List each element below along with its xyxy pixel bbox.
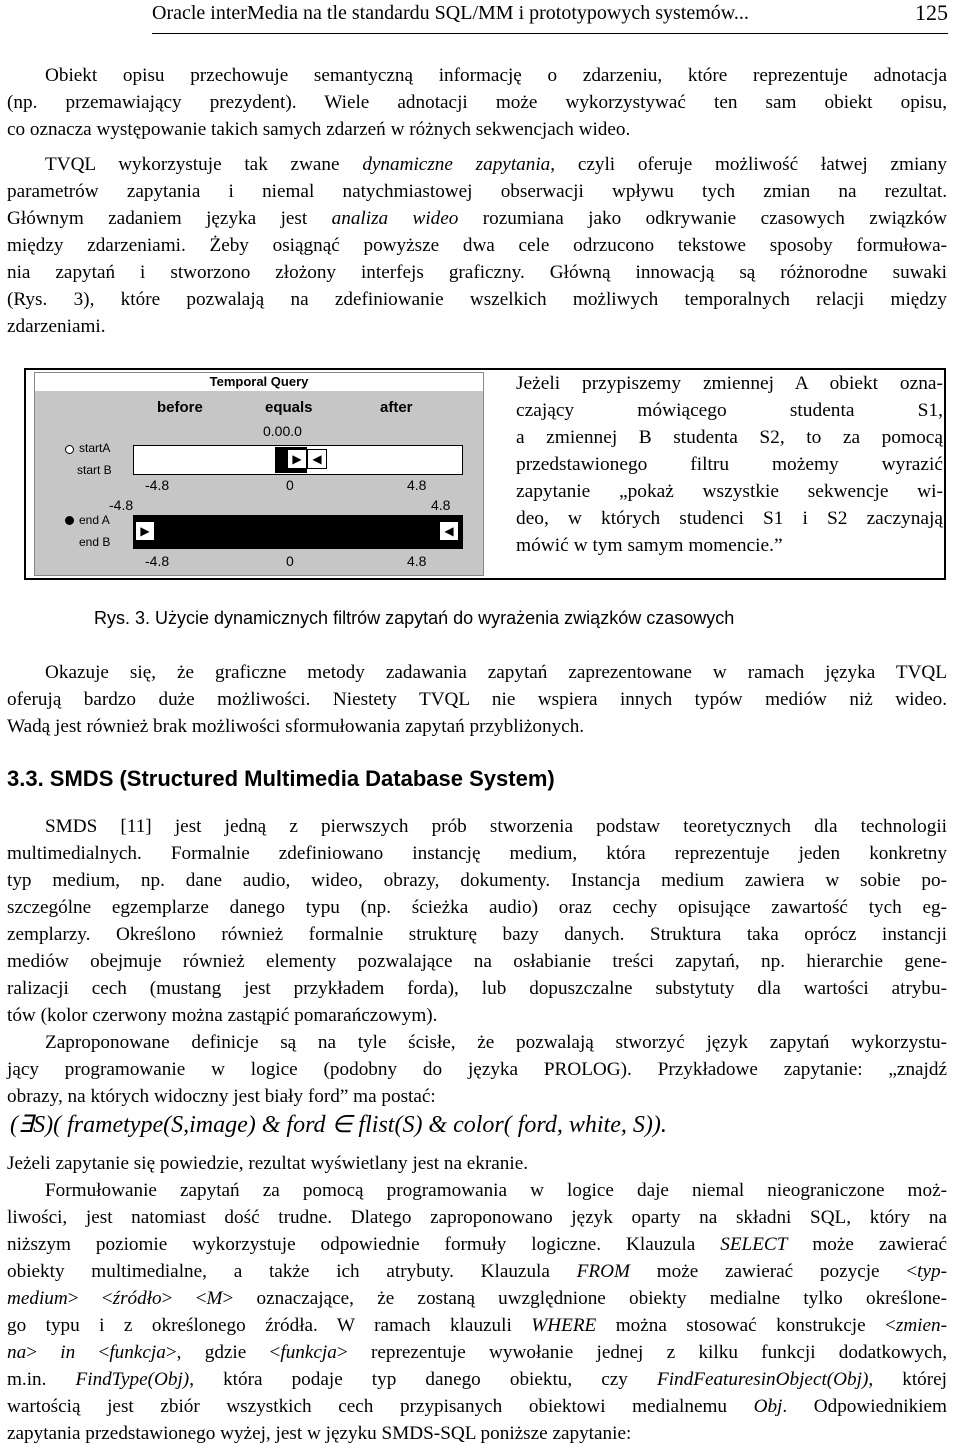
tick-label: 0 [286, 553, 294, 569]
paragraph-6 [7, 1177, 947, 1447]
temporal-query-title: Temporal Query [35, 373, 483, 391]
emphasis: zmien- [895, 1315, 948, 1336]
text-line: Formułowanie zapytań za pomocą programowania w logice daje niemal nieograniczone moż- [45, 1180, 947, 1201]
emphasis: funkcja [109, 1342, 166, 1363]
emphasis: FROM [576, 1261, 630, 1282]
emphasis: WHERE [531, 1315, 597, 1336]
emphasis: typ- [917, 1261, 947, 1282]
paragraph-5-end [7, 1150, 947, 1177]
text-line: obiekty multimedialne, a także ich atrybuty. Klauzula FROM może zawierać pozycje <typ- [7, 1261, 947, 1282]
emphasis: M [206, 1288, 223, 1309]
text-line: (Rys. 3), które pozwalają na zdefiniowanie wszelkich możliwych temporalnych relacji między [7, 289, 947, 310]
text-line: zemplarzy. Określono również formalnie strukturę bazy danych. Struktura taka oprócz instancji [7, 924, 947, 945]
end-slider-track[interactable] [133, 515, 463, 549]
text-line: Zaproponowane definicje są na tyle ścisłe, że pozwalają stworzyć język zapytań wykorzystu- [45, 1032, 947, 1053]
paragraph-5 [7, 1029, 947, 1110]
tick-label: -4.8 [145, 477, 170, 493]
text-line: niższym poziomie wykorzystuje odpowiednie formuły logiczne. Klauzula SELECT może zawierać [7, 1234, 947, 1255]
text-line: (np. przemawiający prezydent). Wiele adnotacji może wykorzystywać ten sam obiekt opisu, [7, 92, 947, 113]
text-line: Jeżeli zapytanie się powiedzie, rezultat wyświetlany jest na ekranie. [7, 1153, 529, 1174]
text-line: wartością jest zbiór wszystkich cech przypisanych obiektowi medialnemu Obj. Odpowiednikiem [7, 1396, 947, 1417]
text-line: zdarzeniami. [7, 316, 106, 337]
emphasis: analiza wideo [331, 208, 459, 229]
text-line: zapytanie „pokaż wszystkie sekwencje wi- [516, 481, 943, 502]
tick-label: 4.8 [407, 553, 427, 569]
text-line: medium> <źródło> <M> oznaczające, że zostaną uwzględnione obiekty medialne tylko określone- [7, 1288, 947, 1309]
emphasis: dynamiczne zapytania [362, 154, 551, 175]
value-readout: 0.00.0 [263, 423, 302, 439]
emphasis: FindType(Obj) [75, 1369, 190, 1390]
text-line: zapytania przedstawionego wyżej, jest w języku SMDS-SQL poniższe zapytanie: [7, 1423, 632, 1444]
running-title: Oracle interMedia na tle standardu SQL/MM i prototypowych systemów... [152, 2, 749, 24]
text-line: mówić w tym samym momencie.” [516, 535, 783, 556]
text-line: tów (kolor czerwony można zastąpić pomarańczowym). [7, 1005, 438, 1026]
radio-end-a[interactable] [65, 516, 74, 525]
text-line: TVQL wykorzystuje tak zwane dynamiczne zapytania, czyli oferuje możliwość łatwej zmiany [45, 154, 947, 175]
label-before: before [157, 399, 203, 416]
text-line: Obiekt opisu przechowuje semantyczną informację o zdarzeniu, które reprezentuje adnotacja [45, 65, 947, 86]
label-start-a: startA [79, 441, 111, 455]
running-header [152, 0, 948, 34]
text-line: typ medium, np. dane audio, wideo, obrazy, dokumenty. Instancja medium zawiera w sobie po- [7, 870, 947, 891]
paragraph-1 [7, 62, 947, 143]
text-line: jący programowanie w logice (podobny do języka PROLOG). Przykładowe zapytanie: „znajdź [7, 1059, 947, 1080]
tick-label: 4.8 [431, 497, 451, 513]
logic-formula: (∃S)( frametype(S,image) & ford ∈ flist(S) & color( ford, white, S)). [10, 1112, 667, 1138]
text-line: a zmiennej B studenta S2, to za pomocą [516, 427, 943, 448]
text-line: nia zapytań i stworzono złożony interfejs graficzny. Główną innowacją są różnorodne suwaki [7, 262, 947, 283]
paragraph-4 [7, 813, 947, 1029]
label-end-a: end A [79, 513, 110, 527]
text-line: go typu i z określonego źródła. W ramach klauzuli WHERE można stosować konstrukcje <zmien- [7, 1315, 948, 1336]
text-line: co oznacza występowanie takich samych zdarzeń w różnych sekwencjach wideo. [7, 119, 631, 140]
text-line: mediów obejmuje również elementy pozwalające na osłabianie treści zapytań, np. hierarchie gene- [7, 951, 947, 972]
text-line: obrazy, na których widoczny jest biały ford” ma postać: [7, 1086, 436, 1107]
emphasis: na [7, 1342, 27, 1363]
paragraph-2 [7, 151, 947, 340]
end-slider-thumb-right[interactable]: ◀ [439, 521, 459, 541]
emphasis: funkcja [280, 1342, 337, 1363]
text-line: czający mówiącego studenta S1, [516, 400, 943, 421]
text-line: Jeżeli przypiszemy zmiennej A obiekt ozna- [516, 373, 943, 394]
temporal-query-widget [34, 372, 484, 576]
radio-start-a[interactable] [65, 445, 74, 454]
tick-label: -4.8 [145, 553, 170, 569]
page-number: 125 [915, 0, 948, 25]
emphasis: SELECT [720, 1234, 788, 1255]
text-line: SMDS [11] jest jedną z pierwszych prób stworzenia podstaw teoretycznych dla technologii [45, 816, 947, 837]
emphasis: źródło [112, 1288, 162, 1309]
emphasis: in [60, 1342, 76, 1363]
label-end-b: end B [79, 535, 111, 549]
text-line: szczególne egzemplarze danego typu (np. ścieżka audio) oraz cechy opisujące zawartość tych eg- [7, 897, 947, 918]
emphasis: FindFeaturesinObject(Obj) [656, 1369, 869, 1390]
tick-label: 4.8 [407, 477, 427, 493]
text-line: multimedialnych. Formalnie zdefiniowano instancję medium, która reprezentuje jeden konkretny [7, 843, 947, 864]
figure-side-text [516, 370, 943, 559]
figure-box [24, 368, 946, 580]
emphasis: medium [7, 1288, 68, 1309]
label-after: after [380, 399, 413, 416]
text-line: Głównym zadaniem języka jest analiza wideo rozumiana jako odkrywanie czasowych związków [7, 208, 947, 229]
tick-label: 0 [286, 477, 294, 493]
text-line: oferują bardzo duże możliwości. Niestety TVQL nie wspiera innych typów mediów niż wideo. [7, 689, 947, 710]
text-line: na> in <funkcja>, gdzie <funkcja> reprezentuje wywołanie jednej z kilku funkcji dodatkowych, [7, 1342, 947, 1363]
text-line: Wadą jest również brak możliwości sformułowania zapytań przybliżonych. [7, 716, 585, 737]
section-heading: 3.3. SMDS (Structured Multimedia Database System) [7, 766, 555, 791]
emphasis: Obj [753, 1396, 783, 1417]
label-start-b: start B [77, 463, 112, 477]
start-slider-thumb-left[interactable]: ▶ [287, 449, 307, 469]
text-line: parametrów zapytania i niemal natychmiastowej obserwacji wpływu tych zmian na rezultat. [7, 181, 947, 202]
tick-label: -4.8 [109, 497, 134, 513]
start-slider-thumb-right[interactable]: ◀ [307, 449, 327, 469]
text-line: ralizacji cech (mustang jest przykładem forda), lub dopuszczalne substytuty dla wartości atrybu- [7, 978, 947, 999]
text-line: deo, w których studenci S1 i S2 zaczynają [516, 508, 943, 529]
text-line: Okazuje się, że graficzne metody zadawania zapytań zaprezentowane w ramach języka TVQL [45, 662, 947, 683]
text-line: m.in. FindType(Obj), która podaje typ danego obiektu, czy FindFeaturesinObject(Obj), której [7, 1369, 947, 1390]
text-line: między zdarzeniami. Żeby osiągnąć powyższe dwa cele odrzucono tekstowe sposoby formułowa- [7, 235, 947, 256]
label-equals: equals [265, 399, 313, 416]
text-line: liwości, jest natomiast dość trudne. Dlatego zaproponowano język oparty na składni SQL, który na [7, 1207, 947, 1228]
paragraph-3 [7, 659, 947, 740]
text-line: przedstawionego filtru możemy wyrazić [516, 454, 943, 475]
figure-caption: Rys. 3. Użycie dynamicznych filtrów zapytań do wyrażenia związków czasowych [94, 608, 735, 628]
end-slider-thumb-left[interactable]: ▶ [135, 521, 155, 541]
